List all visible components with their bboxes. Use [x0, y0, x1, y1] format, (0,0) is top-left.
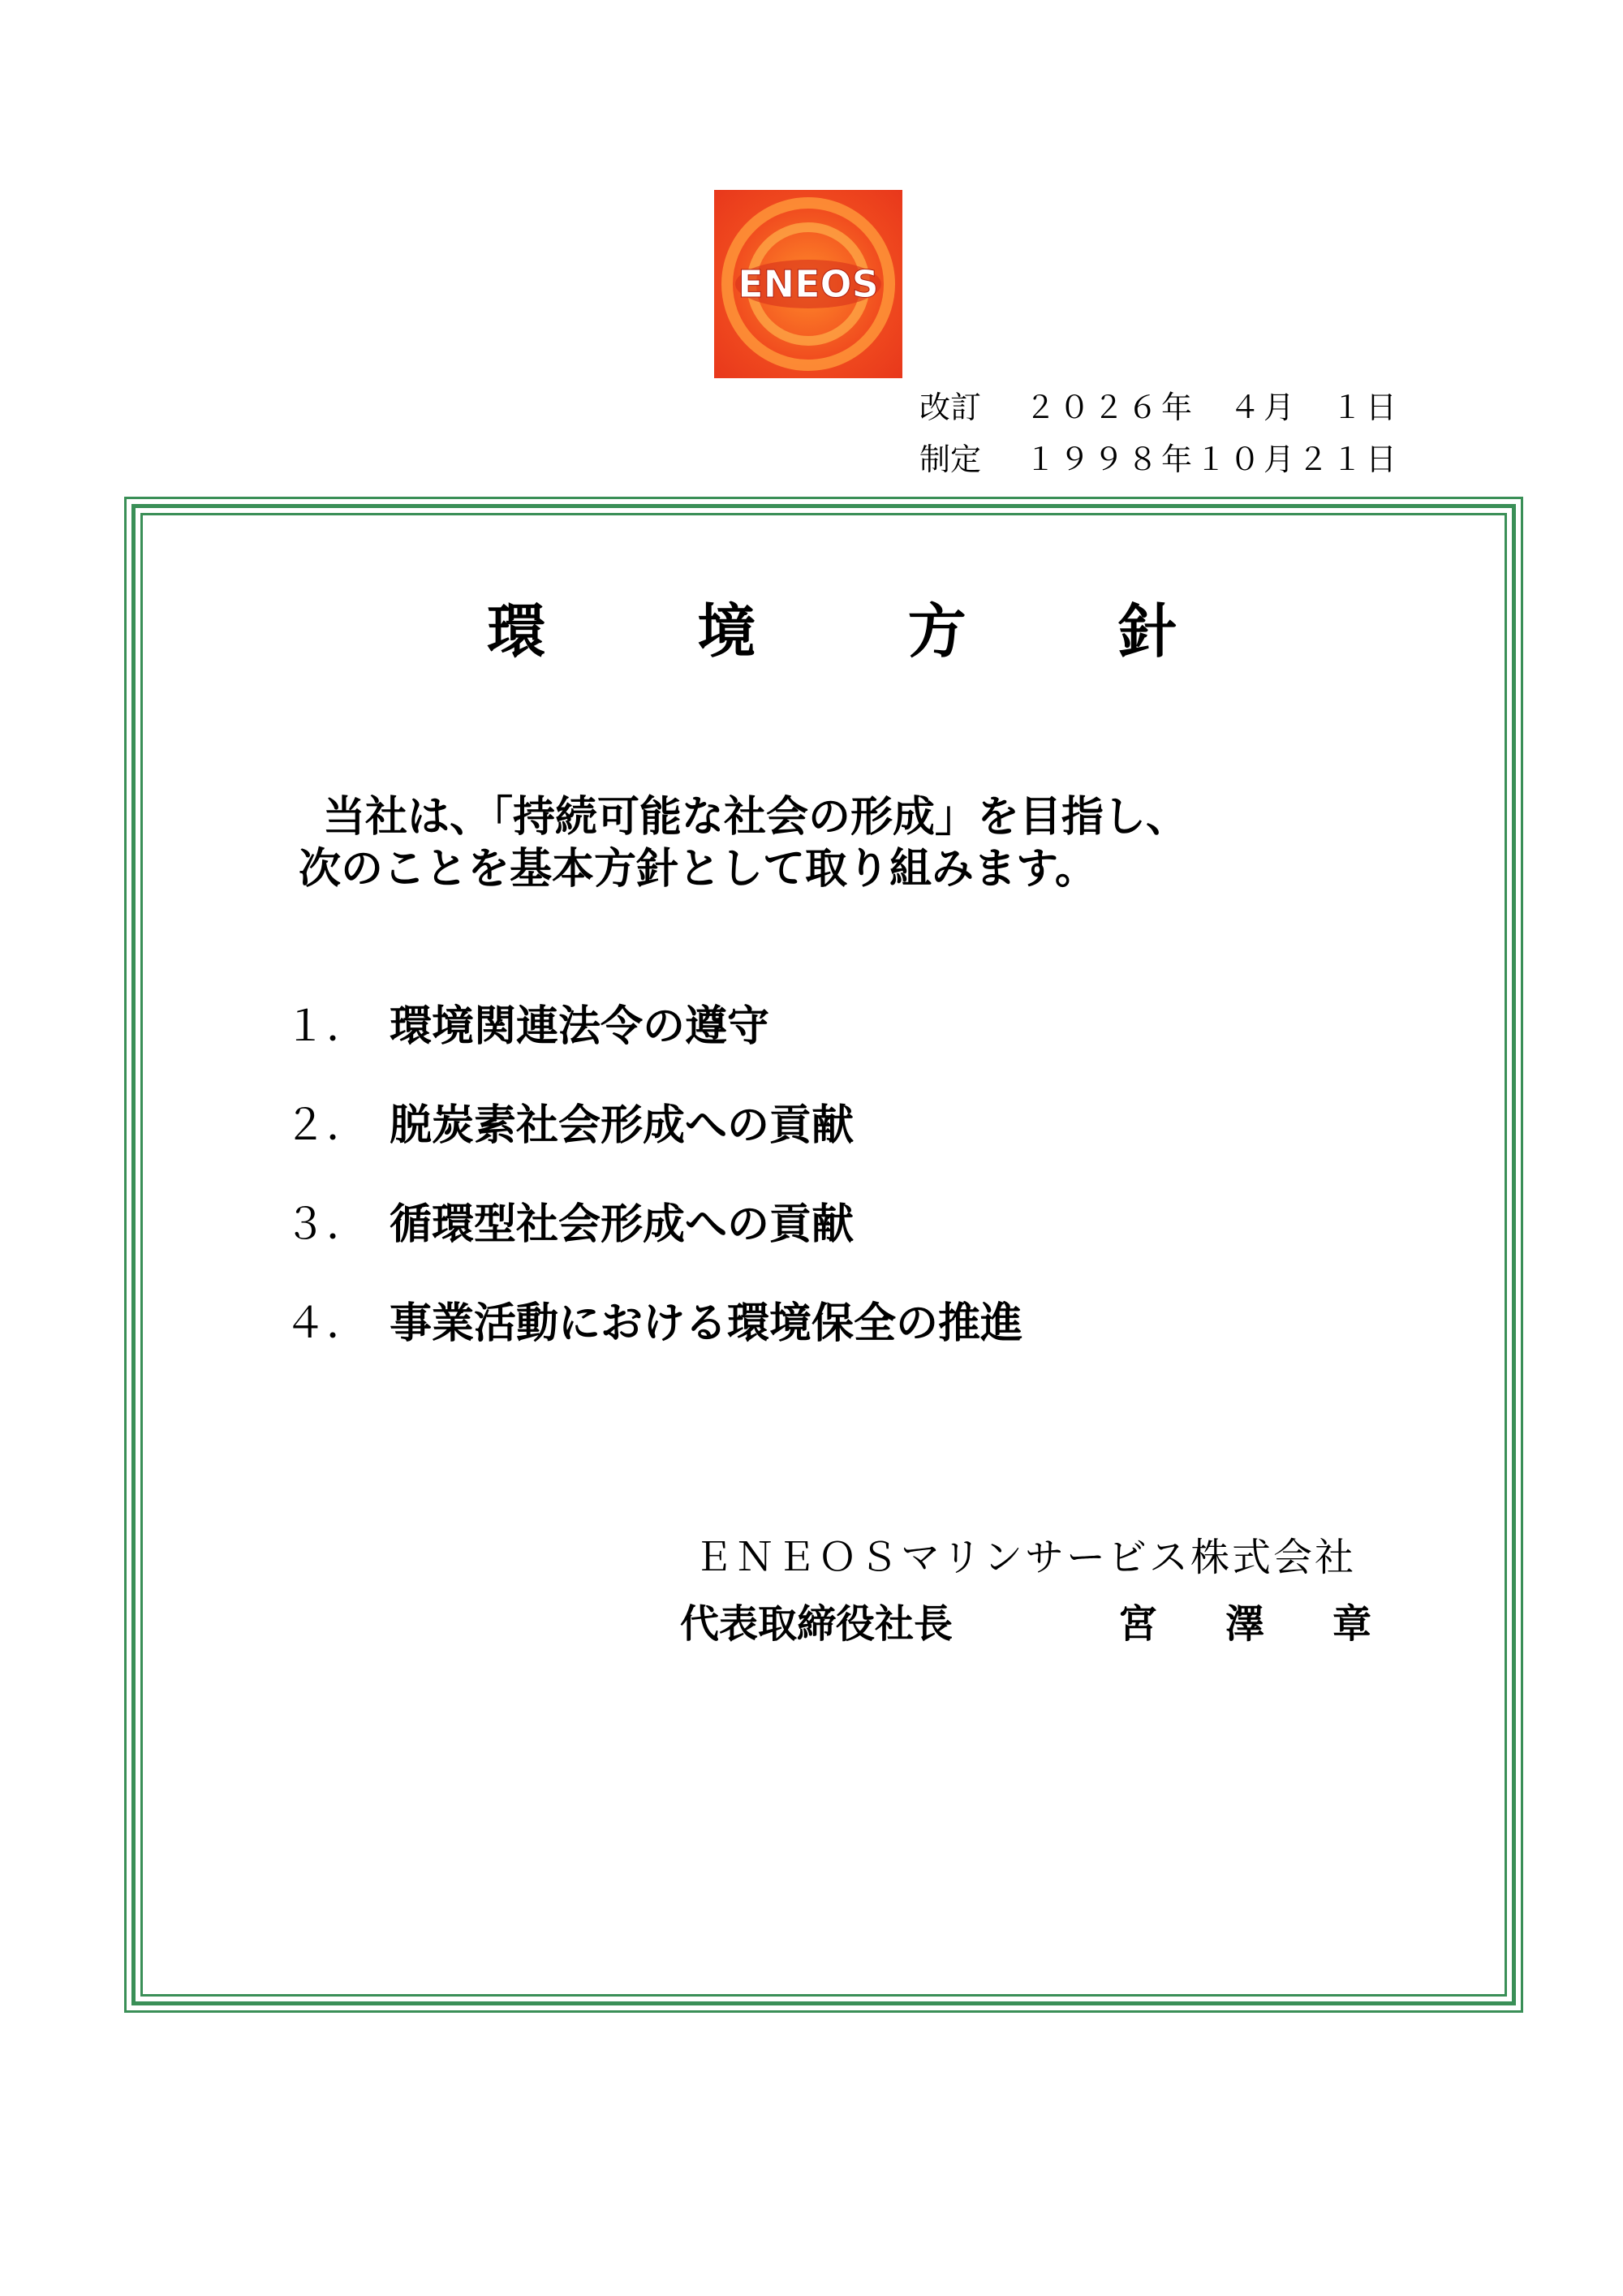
representative: [680, 1592, 1386, 1648]
representative-position: 代表取締役社長: [680, 1601, 954, 1647]
policy-item: [284, 1190, 1420, 1289]
title-char: 環: [487, 597, 546, 666]
established-label: 制定: [919, 442, 982, 477]
company-name: ＥＮＥＯＳマリンサービス株式会社: [694, 1535, 1357, 1580]
policy-item-text: 循環型社会形成への貢献: [390, 1200, 855, 1249]
dates-block: [919, 381, 1406, 485]
revised-label: 改訂: [919, 390, 982, 425]
intro-line: 当社は、「持続可能な社会の形成」を目指し、: [323, 792, 1189, 842]
intro-line: 次のことを基本方針として取り組みます。: [299, 844, 1097, 894]
policy-item-number: ２．: [284, 1101, 369, 1150]
policy-item-number: １．: [284, 1002, 369, 1051]
intro-paragraph: [299, 791, 1435, 895]
policy-item-number: ３．: [284, 1200, 369, 1249]
revised-date-row: [919, 381, 1406, 433]
title-char: 境: [697, 597, 756, 666]
policy-item: [284, 992, 1420, 1091]
revised-date: ２０２６年 ４月 １日: [1025, 390, 1401, 425]
policy-item-number: ４．: [284, 1299, 369, 1348]
representative-name: 宮 澤 章: [1118, 1601, 1387, 1647]
policy-item-text: 事業活動における環境保全の推進: [390, 1299, 1023, 1348]
policy-item-text: 環境関連法令の遵守: [390, 1002, 770, 1051]
established-date-row: [919, 433, 1406, 485]
title-char: 針: [1117, 597, 1177, 666]
page-title: [487, 584, 1177, 669]
policy-item: [284, 1091, 1420, 1190]
policy-item-text: 脱炭素社会形成への貢献: [390, 1101, 855, 1150]
policy-list: [284, 992, 1420, 1388]
logo-text: ENEOS: [738, 262, 879, 306]
eneos-logo: [714, 190, 902, 378]
policy-item: [284, 1289, 1420, 1388]
established-date: １９９８年１０月２１日: [1025, 442, 1401, 477]
title-char: 方: [907, 597, 966, 666]
